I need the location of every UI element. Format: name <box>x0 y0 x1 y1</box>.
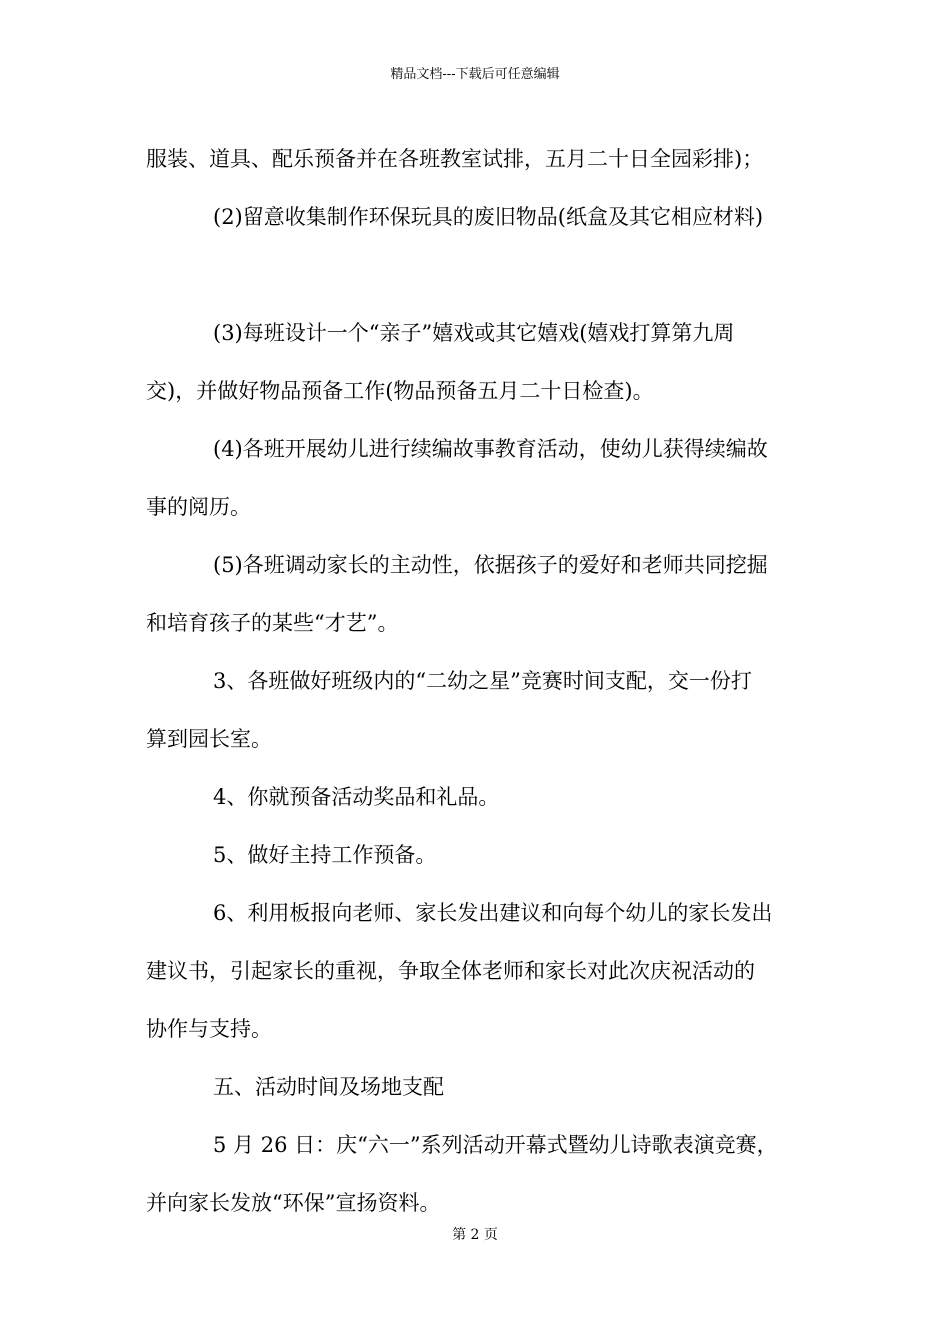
paragraph-line: 5、做好主持工作预备。 <box>213 843 437 867</box>
paragraph-line: (5)各班调动家长的主动性，依据孩子的爱好和老师共同挖掘 <box>213 553 768 577</box>
paragraph-line: (4)各班开展幼儿进行续编故事教育活动，使幼儿获得续编故 <box>213 437 768 461</box>
blank-line <box>146 246 821 304</box>
paragraph-line: 事的阅历。 <box>146 495 251 519</box>
paragraph-line: 服装、道具、配乐预备并在各班教室试排，五月二十日全园彩排)； <box>146 147 764 171</box>
section-heading: 五、活动时间及场地支配 <box>213 1075 444 1099</box>
page-header: 精品文档---下载后可任意编辑 <box>390 67 560 82</box>
paragraph-line: (2)留意收集制作环保玩具的废旧物品(纸盒及其它相应材料) <box>213 205 764 229</box>
page-number: 第 2 页 <box>452 1227 498 1243</box>
document-body <box>146 130 821 1232</box>
paragraph-line: 和培育孩子的某些“才艺”。 <box>146 611 399 635</box>
paragraph-line: 交)，并做好物品预备工作(物品预备五月二十日检查)。 <box>146 379 654 403</box>
paragraph-line: 协作与支持。 <box>146 1017 272 1041</box>
paragraph-line: 4、你就预备活动奖品和礼品。 <box>213 785 500 809</box>
paragraph-line: 建议书，引起家长的重视，争取全体老师和家长对此次庆祝活动的 <box>146 959 755 983</box>
paragraph-line: 3、各班做好班级内的“二幼之星”竞赛时间支配，交一份打 <box>213 669 752 693</box>
paragraph-line: 算到园长室。 <box>146 727 272 751</box>
paragraph-line: 6、利用板报向老师、家长发出建议和向每个幼儿的家长发出 <box>213 901 773 925</box>
paragraph-line: 5 月 26 日：庆“六一”系列活动开幕式暨幼儿诗歌表演竞赛， <box>213 1133 778 1157</box>
paragraph-line: 并向家长发放“环保”宣扬资料。 <box>146 1191 441 1215</box>
paragraph-line: (3)每班设计一个“亲子”嬉戏或其它嬉戏(嬉戏打算第九周 <box>213 321 735 345</box>
